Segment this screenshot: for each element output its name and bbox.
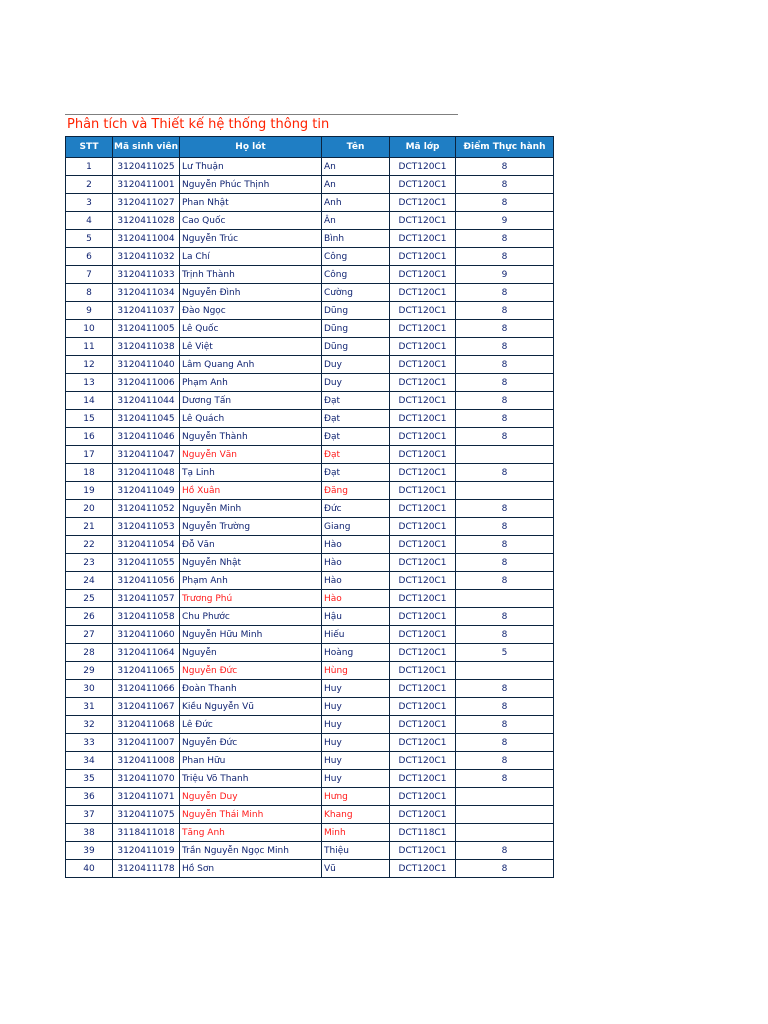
- practice-score-cell[interactable]: 8: [456, 698, 554, 716]
- surname-cell[interactable]: Nguyễn Thành: [180, 428, 322, 446]
- student-id-cell[interactable]: 3120411034: [113, 284, 180, 302]
- stt-cell[interactable]: 19: [66, 482, 113, 500]
- student-id-cell[interactable]: 3120411047: [113, 446, 180, 464]
- practice-score-cell[interactable]: 8: [456, 716, 554, 734]
- surname-cell[interactable]: Nguyễn Đình: [180, 284, 322, 302]
- student-id-cell[interactable]: 3120411054: [113, 536, 180, 554]
- table-row: [66, 608, 554, 626]
- stt-cell[interactable]: 7: [66, 266, 113, 284]
- surname-cell[interactable]: Nguyễn Đức: [180, 734, 322, 752]
- practice-score-cell[interactable]: 8: [456, 230, 554, 248]
- student-id-cell[interactable]: 3120411068: [113, 716, 180, 734]
- student-id-cell[interactable]: 3120411004: [113, 230, 180, 248]
- class-code-cell[interactable]: DCT120C1: [390, 248, 456, 266]
- first-name-cell[interactable]: Anh: [322, 194, 390, 212]
- first-name-cell[interactable]: Huy: [322, 698, 390, 716]
- class-code-cell[interactable]: DCT120C1: [390, 392, 456, 410]
- student-id-cell[interactable]: 3120411007: [113, 734, 180, 752]
- class-code-cell[interactable]: DCT120C1: [390, 572, 456, 590]
- stt-cell[interactable]: 5: [66, 230, 113, 248]
- table-row: [66, 824, 554, 842]
- practice-score-cell[interactable]: 8: [456, 500, 554, 518]
- table-row: [66, 536, 554, 554]
- stt-cell[interactable]: 22: [66, 536, 113, 554]
- surname-cell[interactable]: Hồ Sơn: [180, 860, 322, 878]
- stt-cell[interactable]: 15: [66, 410, 113, 428]
- first-name-cell[interactable]: Hiếu: [322, 626, 390, 644]
- surname-cell[interactable]: Nguyễn Văn: [180, 446, 322, 464]
- surname-cell[interactable]: Nguyễn Thái Minh: [180, 806, 322, 824]
- class-code-cell[interactable]: DCT120C1: [390, 662, 456, 680]
- table-row: [66, 284, 554, 302]
- table-row: [66, 374, 554, 392]
- class-code-cell[interactable]: DCT120C1: [390, 590, 456, 608]
- surname-cell[interactable]: Trịnh Thành: [180, 266, 322, 284]
- table-row: [66, 356, 554, 374]
- student-id-cell[interactable]: 3118411018: [113, 824, 180, 842]
- student-id-cell[interactable]: 3120411053: [113, 518, 180, 536]
- header-student-id: Mã sinh viên: [113, 137, 180, 158]
- stt-cell[interactable]: 6: [66, 248, 113, 266]
- surname-cell[interactable]: Lê Quốc: [180, 320, 322, 338]
- table-row: [66, 716, 554, 734]
- first-name-cell[interactable]: Ân: [322, 212, 390, 230]
- first-name-cell[interactable]: Duy: [322, 374, 390, 392]
- class-code-cell[interactable]: DCT120C1: [390, 770, 456, 788]
- practice-score-cell[interactable]: 8: [456, 572, 554, 590]
- practice-score-cell[interactable]: 8: [456, 392, 554, 410]
- student-id-cell[interactable]: 3120411001: [113, 176, 180, 194]
- student-id-cell[interactable]: 3120411006: [113, 374, 180, 392]
- practice-score-cell[interactable]: 8: [456, 752, 554, 770]
- table-row: [66, 842, 554, 860]
- practice-score-cell[interactable]: 8: [456, 554, 554, 572]
- student-id-cell[interactable]: 3120411028: [113, 212, 180, 230]
- student-id-cell[interactable]: 3120411032: [113, 248, 180, 266]
- student-id-cell[interactable]: 3120411178: [113, 860, 180, 878]
- surname-cell[interactable]: Trương Phú: [180, 590, 322, 608]
- surname-cell[interactable]: Lê Quách: [180, 410, 322, 428]
- surname-cell[interactable]: Tạ Linh: [180, 464, 322, 482]
- class-code-cell[interactable]: DCT120C1: [390, 158, 456, 176]
- stt-cell[interactable]: 23: [66, 554, 113, 572]
- surname-cell[interactable]: Đỗ Văn: [180, 536, 322, 554]
- class-code-cell[interactable]: DCT120C1: [390, 446, 456, 464]
- surname-cell[interactable]: Nguyễn Phúc Thịnh: [180, 176, 322, 194]
- table-row: [66, 320, 554, 338]
- practice-score-cell[interactable]: 8: [456, 608, 554, 626]
- first-name-cell[interactable]: Huy: [322, 716, 390, 734]
- first-name-cell[interactable]: Hoàng: [322, 644, 390, 662]
- stt-cell[interactable]: 18: [66, 464, 113, 482]
- table-row: [66, 788, 554, 806]
- table-row: [66, 302, 554, 320]
- practice-score-cell[interactable]: 8: [456, 536, 554, 554]
- class-code-cell[interactable]: DCT120C1: [390, 860, 456, 878]
- student-id-cell[interactable]: 3120411067: [113, 698, 180, 716]
- class-code-cell[interactable]: DCT120C1: [390, 266, 456, 284]
- surname-cell[interactable]: Đoàn Thanh: [180, 680, 322, 698]
- class-code-cell[interactable]: DCT120C1: [390, 500, 456, 518]
- first-name-cell[interactable]: Hưng: [322, 788, 390, 806]
- stt-cell[interactable]: 27: [66, 626, 113, 644]
- table-row: [66, 230, 554, 248]
- first-name-cell[interactable]: Đạt: [322, 446, 390, 464]
- table-body: [66, 158, 554, 878]
- table-row: [66, 482, 554, 500]
- first-name-cell[interactable]: An: [322, 176, 390, 194]
- header-surname: Họ lót: [180, 137, 322, 158]
- student-id-cell[interactable]: 3120411052: [113, 500, 180, 518]
- class-code-cell[interactable]: DCT120C1: [390, 464, 456, 482]
- header-row: [66, 137, 554, 158]
- practice-score-cell[interactable]: 8: [456, 338, 554, 356]
- stt-cell[interactable]: 37: [66, 806, 113, 824]
- grades-table: [65, 136, 554, 878]
- stt-cell[interactable]: 13: [66, 374, 113, 392]
- stt-cell[interactable]: 8: [66, 284, 113, 302]
- practice-score-cell[interactable]: 8: [456, 464, 554, 482]
- surname-cell[interactable]: Triệu Võ Thanh: [180, 770, 322, 788]
- student-id-cell[interactable]: 3120411044: [113, 392, 180, 410]
- table-row: [66, 860, 554, 878]
- class-code-cell[interactable]: DCT120C1: [390, 212, 456, 230]
- first-name-cell[interactable]: Công: [322, 248, 390, 266]
- practice-score-cell[interactable]: 8: [456, 248, 554, 266]
- surname-cell[interactable]: Phạm Anh: [180, 572, 322, 590]
- stt-cell[interactable]: 30: [66, 680, 113, 698]
- stt-cell[interactable]: 38: [66, 824, 113, 842]
- surname-cell[interactable]: Nguyễn Trường: [180, 518, 322, 536]
- stt-cell[interactable]: 16: [66, 428, 113, 446]
- surname-cell[interactable]: Phan Hữu: [180, 752, 322, 770]
- class-code-cell[interactable]: DCT120C1: [390, 176, 456, 194]
- student-id-cell[interactable]: 3120411049: [113, 482, 180, 500]
- first-name-cell[interactable]: Hào: [322, 554, 390, 572]
- header-first-name: Tên: [322, 137, 390, 158]
- first-name-cell[interactable]: Khang: [322, 806, 390, 824]
- practice-score-cell[interactable]: [456, 824, 554, 842]
- first-name-cell[interactable]: Huy: [322, 770, 390, 788]
- surname-cell[interactable]: Lâm Quang Anh: [180, 356, 322, 374]
- surname-cell[interactable]: Nguyễn Hữu Minh: [180, 626, 322, 644]
- first-name-cell[interactable]: Dũng: [322, 320, 390, 338]
- first-name-cell[interactable]: Hậu: [322, 608, 390, 626]
- class-code-cell[interactable]: DCT120C1: [390, 302, 456, 320]
- table-row: [66, 446, 554, 464]
- class-code-cell[interactable]: DCT120C1: [390, 428, 456, 446]
- student-id-cell[interactable]: 3120411027: [113, 194, 180, 212]
- student-id-cell[interactable]: 3120411070: [113, 770, 180, 788]
- student-id-cell[interactable]: 3120411033: [113, 266, 180, 284]
- table-row: [66, 338, 554, 356]
- class-code-cell[interactable]: DCT120C1: [390, 734, 456, 752]
- table-row: [66, 662, 554, 680]
- class-code-cell[interactable]: DCT120C1: [390, 320, 456, 338]
- table-row: [66, 752, 554, 770]
- table-row: [66, 644, 554, 662]
- sheet-title: Phân tích và Thiết kế hệ thống thông tin: [67, 117, 330, 132]
- student-id-cell[interactable]: 3120411075: [113, 806, 180, 824]
- stt-cell[interactable]: 33: [66, 734, 113, 752]
- stt-cell[interactable]: 3: [66, 194, 113, 212]
- class-code-cell[interactable]: DCT120C1: [390, 410, 456, 428]
- practice-score-cell[interactable]: [456, 482, 554, 500]
- class-code-cell[interactable]: DCT120C1: [390, 374, 456, 392]
- class-code-cell[interactable]: DCT120C1: [390, 608, 456, 626]
- practice-score-cell[interactable]: [456, 662, 554, 680]
- first-name-cell[interactable]: Công: [322, 266, 390, 284]
- spreadsheet: [65, 114, 554, 878]
- table-row: [66, 428, 554, 446]
- class-code-cell[interactable]: DCT120C1: [390, 338, 456, 356]
- practice-score-cell[interactable]: 5: [456, 644, 554, 662]
- first-name-cell[interactable]: Dũng: [322, 302, 390, 320]
- class-code-cell[interactable]: DCT120C1: [390, 842, 456, 860]
- practice-score-cell[interactable]: 8: [456, 770, 554, 788]
- student-id-cell[interactable]: 3120411038: [113, 338, 180, 356]
- practice-score-cell[interactable]: 8: [456, 302, 554, 320]
- class-code-cell[interactable]: DCT120C1: [390, 644, 456, 662]
- stt-cell[interactable]: 36: [66, 788, 113, 806]
- student-id-cell[interactable]: 3120411040: [113, 356, 180, 374]
- class-code-cell[interactable]: DCT120C1: [390, 752, 456, 770]
- surname-cell[interactable]: Lê Đức: [180, 716, 322, 734]
- practice-score-cell[interactable]: 8: [456, 194, 554, 212]
- practice-score-cell[interactable]: 8: [456, 626, 554, 644]
- table-row: [66, 158, 554, 176]
- student-id-cell[interactable]: 3120411060: [113, 626, 180, 644]
- table-row: [66, 770, 554, 788]
- table-row: [66, 806, 554, 824]
- student-id-cell[interactable]: 3120411008: [113, 752, 180, 770]
- first-name-cell[interactable]: Hào: [322, 590, 390, 608]
- class-code-cell[interactable]: DCT120C1: [390, 554, 456, 572]
- surname-cell[interactable]: Lê Việt: [180, 338, 322, 356]
- surname-cell[interactable]: Trần Nguyễn Ngọc Minh: [180, 842, 322, 860]
- surname-cell[interactable]: Cao Quốc: [180, 212, 322, 230]
- class-code-cell[interactable]: DCT120C1: [390, 194, 456, 212]
- first-name-cell[interactable]: Huy: [322, 752, 390, 770]
- first-name-cell[interactable]: Duy: [322, 356, 390, 374]
- student-id-cell[interactable]: 3120411005: [113, 320, 180, 338]
- stt-cell[interactable]: 12: [66, 356, 113, 374]
- header-practice-score: Điểm Thực hành: [456, 137, 554, 158]
- stt-cell[interactable]: 9: [66, 302, 113, 320]
- stt-cell[interactable]: 26: [66, 608, 113, 626]
- class-code-cell[interactable]: DCT120C1: [390, 518, 456, 536]
- practice-score-cell[interactable]: 8: [456, 374, 554, 392]
- table-row: [66, 248, 554, 266]
- table-row: [66, 410, 554, 428]
- student-id-cell[interactable]: 3120411065: [113, 662, 180, 680]
- stt-cell[interactable]: 25: [66, 590, 113, 608]
- practice-score-cell[interactable]: [456, 590, 554, 608]
- first-name-cell[interactable]: Đạt: [322, 428, 390, 446]
- student-id-cell[interactable]: 3120411025: [113, 158, 180, 176]
- practice-score-cell[interactable]: 8: [456, 518, 554, 536]
- first-name-cell[interactable]: Huy: [322, 680, 390, 698]
- table-row: [66, 554, 554, 572]
- table-row: [66, 680, 554, 698]
- stt-cell[interactable]: 31: [66, 698, 113, 716]
- practice-score-cell[interactable]: 8: [456, 176, 554, 194]
- first-name-cell[interactable]: Giang: [322, 518, 390, 536]
- student-id-cell[interactable]: 3120411057: [113, 590, 180, 608]
- class-code-cell[interactable]: DCT120C1: [390, 788, 456, 806]
- table-row: [66, 698, 554, 716]
- stt-cell[interactable]: 32: [66, 716, 113, 734]
- student-id-cell[interactable]: 3120411066: [113, 680, 180, 698]
- surname-cell[interactable]: Nguyễn: [180, 644, 322, 662]
- practice-score-cell[interactable]: 8: [456, 356, 554, 374]
- surname-cell[interactable]: Lư Thuận: [180, 158, 322, 176]
- first-name-cell[interactable]: Dũng: [322, 338, 390, 356]
- stt-cell[interactable]: 17: [66, 446, 113, 464]
- practice-score-cell[interactable]: 8: [456, 860, 554, 878]
- stt-cell[interactable]: 10: [66, 320, 113, 338]
- table-row: [66, 212, 554, 230]
- class-code-cell[interactable]: DCT120C1: [390, 806, 456, 824]
- class-code-cell[interactable]: DCT120C1: [390, 482, 456, 500]
- student-id-cell[interactable]: 3120411055: [113, 554, 180, 572]
- table-row: [66, 518, 554, 536]
- stt-cell[interactable]: 11: [66, 338, 113, 356]
- surname-cell[interactable]: Nguyễn Minh: [180, 500, 322, 518]
- class-code-cell[interactable]: DCT120C1: [390, 356, 456, 374]
- stt-cell[interactable]: 2: [66, 176, 113, 194]
- stt-cell[interactable]: 21: [66, 518, 113, 536]
- class-code-cell[interactable]: DCT120C1: [390, 626, 456, 644]
- first-name-cell[interactable]: Cường: [322, 284, 390, 302]
- practice-score-cell[interactable]: 8: [456, 320, 554, 338]
- stt-cell[interactable]: 34: [66, 752, 113, 770]
- practice-score-cell[interactable]: [456, 806, 554, 824]
- table-row: [66, 734, 554, 752]
- practice-score-cell[interactable]: 8: [456, 734, 554, 752]
- stt-cell[interactable]: 40: [66, 860, 113, 878]
- first-name-cell[interactable]: Đức: [322, 500, 390, 518]
- surname-cell[interactable]: Chu Phước: [180, 608, 322, 626]
- surname-cell[interactable]: Phan Nhật: [180, 194, 322, 212]
- first-name-cell[interactable]: Vũ: [322, 860, 390, 878]
- student-id-cell[interactable]: 3120411019: [113, 842, 180, 860]
- stt-cell[interactable]: 24: [66, 572, 113, 590]
- first-name-cell[interactable]: Hùng: [322, 662, 390, 680]
- class-code-cell[interactable]: DCT120C1: [390, 284, 456, 302]
- first-name-cell[interactable]: Thiệu: [322, 842, 390, 860]
- header-class-code: Mã lớp: [390, 137, 456, 158]
- first-name-cell[interactable]: Hào: [322, 572, 390, 590]
- practice-score-cell[interactable]: [456, 446, 554, 464]
- first-name-cell[interactable]: Huy: [322, 734, 390, 752]
- student-id-cell[interactable]: 3120411071: [113, 788, 180, 806]
- student-id-cell[interactable]: 3120411064: [113, 644, 180, 662]
- first-name-cell[interactable]: Minh: [322, 824, 390, 842]
- table-row: [66, 572, 554, 590]
- stt-cell[interactable]: 29: [66, 662, 113, 680]
- table-row: [66, 266, 554, 284]
- first-name-cell[interactable]: Đạt: [322, 464, 390, 482]
- surname-cell[interactable]: Hồ Xuân: [180, 482, 322, 500]
- practice-score-cell[interactable]: 8: [456, 842, 554, 860]
- first-name-cell[interactable]: Đăng: [322, 482, 390, 500]
- student-id-cell[interactable]: 3120411037: [113, 302, 180, 320]
- table-row: [66, 464, 554, 482]
- class-code-cell[interactable]: DCT120C1: [390, 680, 456, 698]
- first-name-cell[interactable]: Đạt: [322, 410, 390, 428]
- practice-score-cell[interactable]: 9: [456, 212, 554, 230]
- surname-cell[interactable]: Đào Ngọc: [180, 302, 322, 320]
- class-code-cell[interactable]: DCT120C1: [390, 536, 456, 554]
- class-code-cell[interactable]: DCT120C1: [390, 716, 456, 734]
- first-name-cell[interactable]: Đạt: [322, 392, 390, 410]
- practice-score-cell[interactable]: 8: [456, 284, 554, 302]
- surname-cell[interactable]: Nguyễn Trúc: [180, 230, 322, 248]
- practice-score-cell[interactable]: 8: [456, 428, 554, 446]
- table-row: [66, 176, 554, 194]
- surname-cell[interactable]: Kiều Nguyễn Vũ: [180, 698, 322, 716]
- table-row: [66, 392, 554, 410]
- practice-score-cell[interactable]: 8: [456, 680, 554, 698]
- stt-cell[interactable]: 4: [66, 212, 113, 230]
- stt-cell[interactable]: 35: [66, 770, 113, 788]
- first-name-cell[interactable]: An: [322, 158, 390, 176]
- practice-score-cell[interactable]: 8: [456, 158, 554, 176]
- surname-cell[interactable]: Dương Tấn: [180, 392, 322, 410]
- class-code-cell[interactable]: DCT118C1: [390, 824, 456, 842]
- surname-cell[interactable]: Nguyễn Nhật: [180, 554, 322, 572]
- table-row: [66, 626, 554, 644]
- student-id-cell[interactable]: 3120411048: [113, 464, 180, 482]
- table-row: [66, 194, 554, 212]
- student-id-cell[interactable]: 3120411045: [113, 410, 180, 428]
- practice-score-cell[interactable]: [456, 788, 554, 806]
- table-row: [66, 500, 554, 518]
- header-stt: STT: [66, 137, 113, 158]
- class-code-cell[interactable]: DCT120C1: [390, 698, 456, 716]
- first-name-cell[interactable]: Bình: [322, 230, 390, 248]
- first-name-cell[interactable]: Hào: [322, 536, 390, 554]
- surname-cell[interactable]: Nguyễn Duy: [180, 788, 322, 806]
- table-row: [66, 590, 554, 608]
- practice-score-cell[interactable]: 8: [456, 410, 554, 428]
- stt-cell[interactable]: 20: [66, 500, 113, 518]
- stt-cell[interactable]: 39: [66, 842, 113, 860]
- stt-cell[interactable]: 14: [66, 392, 113, 410]
- surname-cell[interactable]: La Chí: [180, 248, 322, 266]
- surname-cell[interactable]: Phạm Anh: [180, 374, 322, 392]
- class-code-cell[interactable]: DCT120C1: [390, 230, 456, 248]
- surname-cell[interactable]: Tăng Anh: [180, 824, 322, 842]
- practice-score-cell[interactable]: 9: [456, 266, 554, 284]
- surname-cell[interactable]: Nguyễn Đức: [180, 662, 322, 680]
- student-id-cell[interactable]: 3120411056: [113, 572, 180, 590]
- student-id-cell[interactable]: 3120411058: [113, 608, 180, 626]
- stt-cell[interactable]: 1: [66, 158, 113, 176]
- stt-cell[interactable]: 28: [66, 644, 113, 662]
- student-id-cell[interactable]: 3120411046: [113, 428, 180, 446]
- title-row: [65, 114, 458, 136]
